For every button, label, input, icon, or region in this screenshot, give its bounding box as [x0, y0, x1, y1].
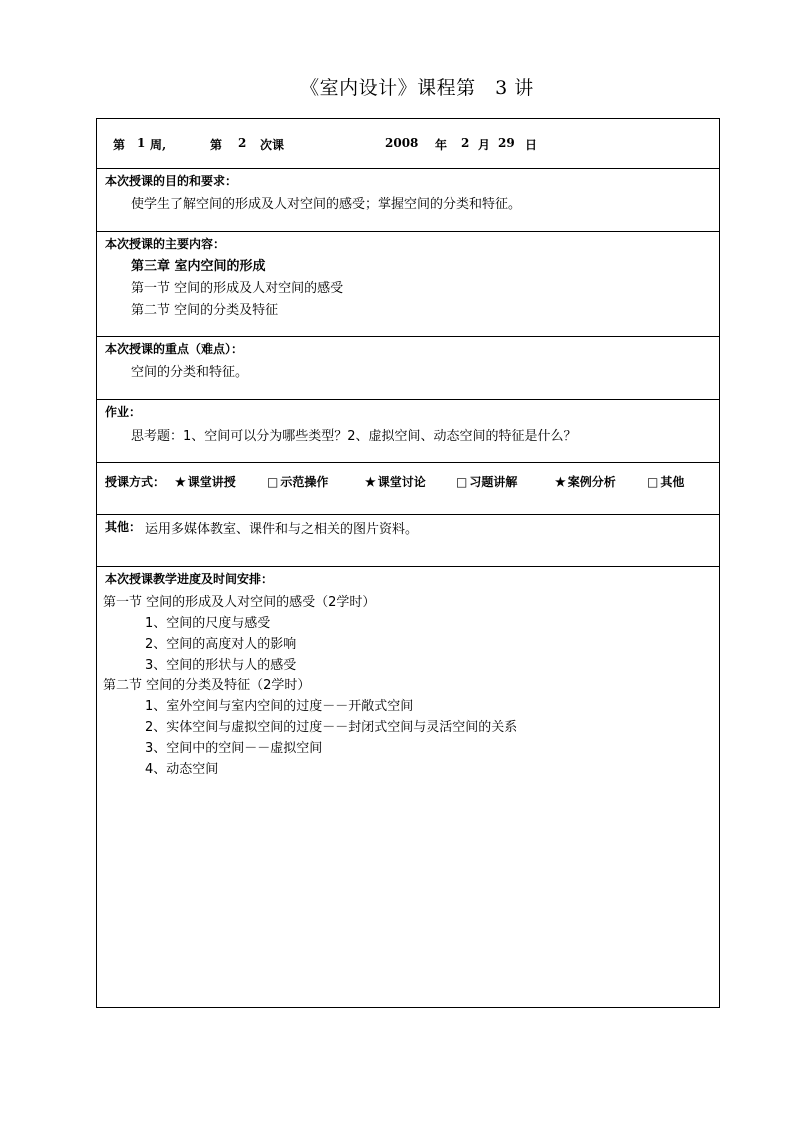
star-icon: ★ — [175, 475, 186, 489]
schedule-item: 1、室外空间与室内空间的过度－－开敞式空间 — [145, 699, 414, 714]
star-icon: ★ — [555, 475, 566, 489]
chapter-title: 第三章 室内空间的形成 — [131, 259, 266, 274]
content-section-2: 第二节 空间的分类及特征 — [131, 303, 279, 318]
star-icon: ★ — [365, 475, 376, 489]
week-suffix: 周, — [150, 138, 167, 152]
lesson-plan-table — [96, 118, 720, 1008]
schedule-section-1-title: 第一节 空间的形成及人对空间的感受（2学时） — [103, 595, 376, 610]
schedule-item: 2、实体空间与虚拟空间的过度－－封闭式空间与灵活空间的关系 — [145, 720, 518, 735]
schedule-section-2-title: 第二节 空间的分类及特征（2学时） — [103, 678, 311, 693]
method-option-discussion: ★ 课堂讨论 — [365, 475, 426, 489]
lesson-prefix: 第 — [210, 138, 223, 152]
lesson-number: 2 — [238, 136, 247, 150]
date-month: 2 — [461, 136, 470, 150]
other-text: 运用多媒体教室、课件和与之相关的图片资料。 — [145, 522, 419, 537]
method-option-exercises: □ 习题讲解 — [456, 475, 518, 489]
objectives-section — [97, 168, 719, 231]
objectives-label: 本次授课的目的和要求： — [105, 174, 238, 188]
other-section — [97, 514, 719, 566]
key-points-label: 本次授课的重点（难点）： — [105, 342, 244, 356]
date-row — [97, 119, 719, 168]
date-month-unit: 月 — [478, 138, 491, 152]
checkbox-icon: □ — [647, 475, 659, 489]
homework-text: 思考题：1、空间可以分为哪些类型？2、虚拟空间、动态空间的特征是什么？ — [131, 429, 577, 444]
schedule-item: 2、空间的高度对人的影响 — [145, 637, 297, 652]
week-prefix: 第 — [113, 138, 126, 152]
method-option-demo: □ 示范操作 — [267, 475, 329, 489]
key-points-section — [97, 336, 719, 399]
homework-label: 作业： — [105, 405, 142, 419]
schedule-section — [97, 566, 719, 1007]
date-day-unit: 日 — [525, 138, 538, 152]
objectives-text: 使学生了解空间的形成及人对空间的感受；掌握空间的分类和特征。 — [131, 197, 522, 212]
method-option-other: □ 其他 — [647, 475, 685, 489]
method-option-lecture: ★ 课堂讲授 — [175, 475, 236, 489]
checkbox-icon: □ — [267, 475, 279, 489]
schedule-label: 本次授课教学进度及时间安排： — [105, 572, 274, 586]
document-title: 《室内设计》课程第 3 讲 — [300, 77, 534, 99]
method-option-case-study: ★ 案例分析 — [555, 475, 616, 489]
schedule-item: 4、动态空间 — [145, 762, 219, 777]
content-label: 本次授课的主要内容： — [105, 237, 226, 251]
homework-section — [97, 399, 719, 462]
method-section — [97, 462, 719, 514]
schedule-item: 3、空间的形状与人的感受 — [145, 658, 297, 673]
content-section-1: 第一节 空间的形成及人对空间的感受 — [131, 281, 344, 296]
schedule-item: 3、空间中的空间－－虚拟空间 — [145, 741, 323, 756]
schedule-item: 1、空间的尺度与感受 — [145, 616, 271, 631]
content-section — [97, 231, 719, 336]
date-day: 29 — [498, 136, 515, 150]
method-label: 授课方式： — [105, 475, 166, 489]
key-points-text: 空间的分类和特征。 — [131, 365, 249, 380]
other-label: 其他： — [105, 520, 142, 534]
checkbox-icon: □ — [456, 475, 468, 489]
date-year-unit: 年 — [435, 138, 448, 152]
lesson-suffix: 次课 — [260, 138, 285, 152]
week-number: 1 — [137, 136, 146, 150]
date-year: 2008 — [385, 136, 419, 150]
